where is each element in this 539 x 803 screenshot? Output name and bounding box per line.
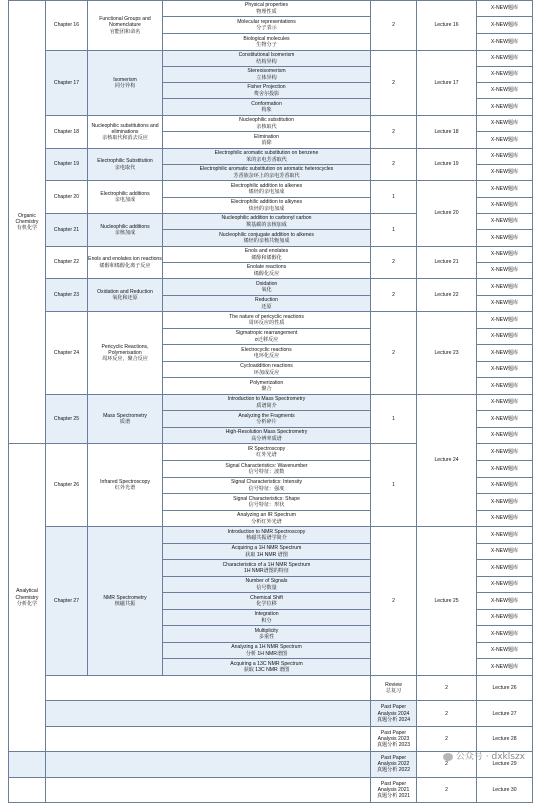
topic: Acquiring a 13C NMR Spectrum 获取 13C NMR 谱图 <box>163 659 371 676</box>
topic: Enols and enolates 烯醇和烯醇化 <box>163 247 371 263</box>
topic: Molecular representations 分子表示 <box>163 17 371 34</box>
topic: IR Spectroscopy 红外光谱 <box>163 444 371 461</box>
bank-tag: X-NEW题库 <box>477 99 533 116</box>
topic: Polymerization 聚合 <box>163 378 371 395</box>
bank-tag: X-NEW题库 <box>477 34 533 51</box>
bank-tag: X-NEW题库 <box>477 593 533 610</box>
bank-tag: X-NEW题库 <box>477 181 533 198</box>
bank-tag: X-NEW题库 <box>477 610 533 626</box>
lecture: Lecture 30 <box>477 777 533 802</box>
hours: 2 <box>371 279 417 312</box>
bank-tag: X-NEW题库 <box>477 312 533 329</box>
chapter-label: Chapter 19 <box>46 149 88 181</box>
topic: Past Paper Analysis 2024 真题分析 2024 <box>371 701 417 726</box>
lecture: Lecture 24 <box>417 395 477 527</box>
subject-spacer <box>9 752 46 777</box>
bank-tag: X-NEW题库 <box>477 659 533 676</box>
chapter-label: Chapter 20 <box>46 181 88 214</box>
topic: Acquiring a 1H NMR Spectrum 获取 1H NMR 谱图 <box>163 544 371 560</box>
topic: Number of Signals 信号数量 <box>163 577 371 593</box>
topic: Analyzing a 1H NMR Spectrum 分析 1H NMR谱图 <box>163 643 371 659</box>
topic: Integration 积分 <box>163 610 371 626</box>
bank-tag: X-NEW题库 <box>477 132 533 149</box>
topic: Electrophilic aromatic substitution on aromatic heterocycles 芳香族杂环上的亲电芳香取代 <box>163 165 371 181</box>
topic: Signal Characteristics: Shape 信号特征：形状 <box>163 494 371 511</box>
bank-tag: X-NEW题库 <box>477 494 533 511</box>
topic: Oxidation 氧化 <box>163 279 371 296</box>
bank-tag: X-NEW题库 <box>477 67 533 83</box>
topic: Past Paper Analysis 2022 真题分析 2022 <box>371 752 417 777</box>
bank-tag: X-NEW题库 <box>477 51 533 67</box>
hours: 2 <box>417 726 477 751</box>
topic: Fisher Projection 费舍尔投影 <box>163 83 371 99</box>
lecture: Lecture 16 <box>417 1 477 51</box>
topic: Elimination 消除 <box>163 132 371 149</box>
bank-tag: X-NEW题库 <box>477 411 533 428</box>
chapter-title: Infrared Spectroscopy 红外光谱 <box>88 444 163 527</box>
lecture: Lecture 22 <box>417 279 477 312</box>
topic: Biological molecules 生物分子 <box>163 34 371 51</box>
bank-tag: X-NEW题库 <box>477 444 533 461</box>
topic: Signal Characteristics: Intensity 信号特征：强度 <box>163 478 371 494</box>
topic: Nucleophilic addition to carbonyl carbon 羰基碳的亲核加成 <box>163 214 371 230</box>
topic: Stereoisomerism 立体异构 <box>163 67 371 83</box>
lecture: Lecture 19 <box>417 149 477 181</box>
lecture: Lecture 18 <box>417 116 477 149</box>
paper-spacer <box>46 752 371 777</box>
bank-tag: X-NEW题库 <box>477 198 533 214</box>
topic: Electrophilic addition to alkynes 炔烃的亲电加成 <box>163 198 371 214</box>
bank-tag: X-NEW题库 <box>477 362 533 378</box>
bank-tag: X-NEW题库 <box>477 279 533 296</box>
chapter-label: Chapter 23 <box>46 279 88 312</box>
chapter-title: Electrophilic additions 亲电加成 <box>88 181 163 214</box>
topic: Chemical Shift 化学位移 <box>163 593 371 610</box>
chapter-title: Functional Groups and Nomenclature 官能团和命名 <box>88 1 163 51</box>
bank-tag: X-NEW题库 <box>477 478 533 494</box>
hours: 2 <box>371 51 417 116</box>
topic: Enolate reactions 烯醇化反应 <box>163 263 371 279</box>
chapter-label: Chapter 24 <box>46 312 88 395</box>
bank-tag: X-NEW题库 <box>477 230 533 247</box>
hours: 2 <box>371 116 417 149</box>
hours: 2 <box>371 149 417 181</box>
bank-tag: X-NEW题库 <box>477 544 533 560</box>
bank-tag: X-NEW题库 <box>477 263 533 279</box>
paper-spacer <box>46 726 371 751</box>
watermark <box>443 749 525 762</box>
chapter-title: Electrophilic Substitution 亲电取代 <box>88 149 163 181</box>
topic: High-Resolution Mass Spectrometry 高分辨率质谱 <box>163 428 371 444</box>
chapter-label: Chapter 26 <box>46 444 88 527</box>
chapter-title: Mass Spectrometry 质谱 <box>88 395 163 444</box>
bank-tag: X-NEW题库 <box>477 428 533 444</box>
bank-tag: X-NEW题库 <box>477 560 533 577</box>
bank-tag: X-NEW题库 <box>477 511 533 527</box>
topic: Cycloaddition reactions 环加成反应 <box>163 362 371 378</box>
bank-tag: X-NEW题库 <box>477 378 533 395</box>
watermark-text: 公众号 · dxklszx <box>456 752 525 762</box>
review-spacer <box>46 676 371 701</box>
topic: Introduction to Mass Spectrometry 质谱简介 <box>163 395 371 411</box>
bank-tag: X-NEW题库 <box>477 329 533 345</box>
topic: Past Paper Analysis 2021 真题分析 2021 <box>371 777 417 802</box>
chapter-title: NMR Spectrometry 核磁共振 <box>88 527 163 676</box>
bank-tag: X-NEW题库 <box>477 247 533 263</box>
topic: Analyzing an IR Spectrum 分析红外光谱 <box>163 511 371 527</box>
subject-analytical-chemistry <box>9 444 46 752</box>
chapter-title: Pericyclic Reactions, Polymerisation 周环反应，聚合反应 <box>88 312 163 395</box>
bank-tag: X-NEW题库 <box>477 643 533 659</box>
bank-tag: X-NEW题库 <box>477 395 533 411</box>
topic: Introduction to NMR Spectroscopy 核磁共振谱学简介 <box>163 527 371 544</box>
lecture: Lecture 25 <box>417 527 477 676</box>
bank-tag: X-NEW题库 <box>477 214 533 230</box>
paper-spacer <box>46 701 371 726</box>
lecture: Lecture 28 <box>477 726 533 751</box>
subject-name-zh: 分析化学 <box>9 601 45 607</box>
topic: Past Paper Analysis 2023 真题分析 2023 <box>371 726 417 751</box>
hours: 2 <box>417 701 477 726</box>
paper-spacer <box>46 777 371 802</box>
topic: Nucleophilic substitution 亲核取代 <box>163 116 371 132</box>
topic: Conformation 构象 <box>163 99 371 116</box>
topic: Multiplicity 多重性 <box>163 626 371 643</box>
lecture: Lecture 26 <box>477 676 533 701</box>
lecture: Lecture 17 <box>417 51 477 116</box>
lecture: Lecture 20 <box>417 181 477 247</box>
lecture: Lecture 21 <box>417 247 477 279</box>
subject-spacer <box>9 777 46 802</box>
chapter-label: Chapter 25 <box>46 395 88 444</box>
hours: 2 <box>371 312 417 395</box>
bank-tag: X-NEW题库 <box>477 626 533 643</box>
bank-tag: X-NEW题库 <box>477 165 533 181</box>
lecture: Lecture 27 <box>477 701 533 726</box>
hours: 2 <box>417 676 477 701</box>
chapter-label: Chapter 22 <box>46 247 88 279</box>
subject-organic-chemistry: Organic Chemistry 有机化学 <box>9 1 46 444</box>
topic: Electrophilic addition to alkenes 烯烃的亲电加成 <box>163 181 371 198</box>
chapter-label: Chapter 18 <box>46 116 88 149</box>
hours: 2 <box>417 752 477 777</box>
chapter-title: Oxidation and Reduction 氧化和还原 <box>88 279 163 312</box>
hours: 1 <box>371 181 417 214</box>
bank-tag: X-NEW题库 <box>477 461 533 478</box>
chapter-label: Chapter 17 <box>46 51 88 116</box>
syllabus-table <box>8 0 533 803</box>
hours <box>417 777 477 802</box>
chapter-label: Chapter 16 <box>46 1 88 51</box>
hours: 2 <box>371 1 417 51</box>
lecture: Lecture 29 <box>477 752 533 777</box>
hours: 1 <box>371 214 417 247</box>
hours: 1 <box>371 444 417 527</box>
bank-tag: X-NEW题库 <box>477 577 533 593</box>
chapter-label: Chapter 21 <box>46 214 88 247</box>
hours: 2 <box>371 527 417 676</box>
topic: Analyzing the Fragments 分析碎片 <box>163 411 371 428</box>
topic: Review 总复习 <box>371 676 417 701</box>
bank-tag: X-NEW题库 <box>477 83 533 99</box>
bank-tag: X-NEW题库 <box>477 17 533 34</box>
hours: 2 <box>371 247 417 279</box>
chapter-title: Nucleophilic substitutions and eliminations 亲核取代和消去反应 <box>88 116 163 149</box>
chapter-title: Isomerism 同分异构 <box>88 51 163 116</box>
topic: Reduction 还原 <box>163 296 371 312</box>
subject-name: Analytical Chemistry <box>9 588 45 600</box>
topic: Constitutional Isomerism 结构异构 <box>163 51 371 67</box>
chapter-label: Chapter 27 <box>46 527 88 676</box>
bank-tag: X-NEW题库 <box>477 1 533 17</box>
bank-tag: X-NEW题库 <box>477 149 533 165</box>
bank-tag: X-NEW题库 <box>477 345 533 362</box>
topic: The nature of pericyclic reactions 周环反应的性质 <box>163 312 371 329</box>
wechat-icon <box>443 753 453 761</box>
bank-tag: X-NEW题库 <box>477 116 533 132</box>
bank-tag: X-NEW题库 <box>477 296 533 312</box>
topic: Signal Characteristics: Wavenumber 信号特征：波数 <box>163 461 371 478</box>
hours: 1 <box>371 395 417 444</box>
lecture: Lecture 23 <box>417 312 477 395</box>
chapter-title: Nucleophilic additions 亲核加成 <box>88 214 163 247</box>
topic: Sigmatropic rearrangement σ迁移反应 <box>163 329 371 345</box>
topic: Physical properties 物理性质 <box>163 1 371 17</box>
bank-tag: X-NEW题库 <box>477 527 533 544</box>
topic: Characteristics of a 1H NMR Spectrum 1H NMR谱图的特征 <box>163 560 371 577</box>
topic: Electrocyclic reactions 电环化反应 <box>163 345 371 362</box>
topic: Nucleophilic conjugate addition to alkenes 烯烃的亲核共轭加成 <box>163 230 371 247</box>
topic: Electrophilic aromatic substitution on benzene 苯的亲电芳香取代 <box>163 149 371 165</box>
chapter-title: Enols and enolates ion reactions 烯醇和烯醇化离子反应 <box>88 247 163 279</box>
